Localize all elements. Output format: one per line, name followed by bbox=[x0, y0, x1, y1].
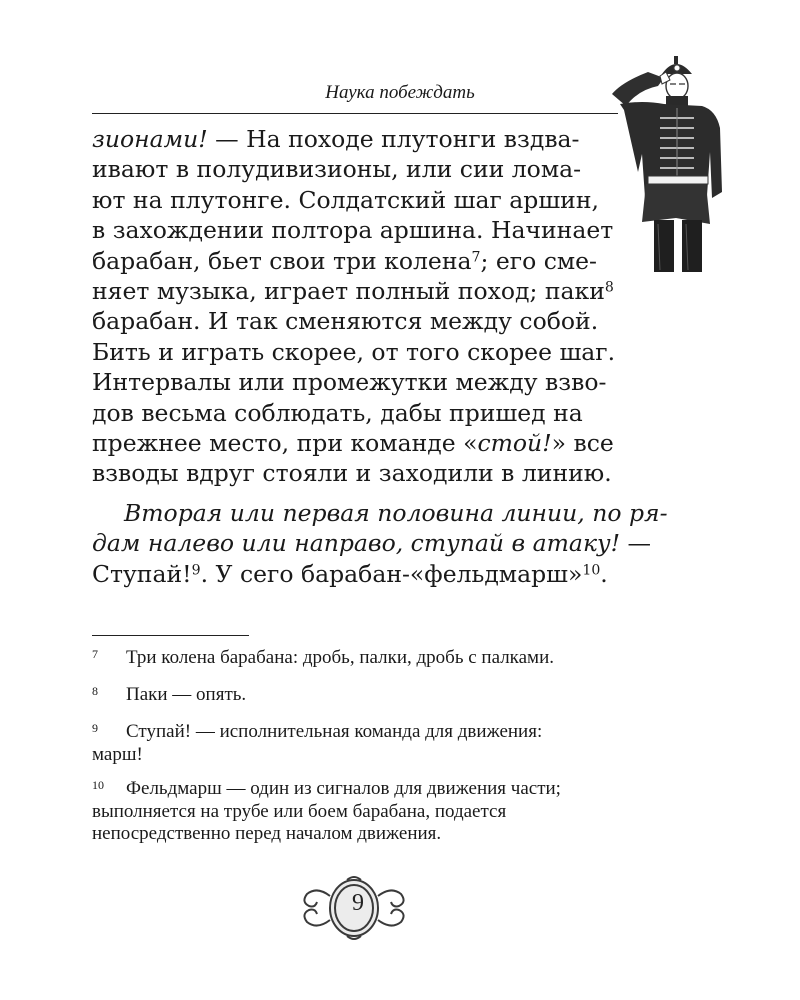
text-line: ивают в полудивизионы, или сии лома- bbox=[92, 155, 582, 184]
footnote-number: 9 bbox=[92, 721, 98, 735]
text-line: няет музыка, играет полный поход; паки$^8$ bbox=[92, 277, 614, 306]
page-number: 9 bbox=[352, 890, 364, 916]
footnote-number: 10 bbox=[92, 778, 104, 792]
footnote-ref: 10 bbox=[582, 561, 601, 578]
footnote-number: 8 bbox=[92, 684, 98, 698]
text-line: прежнее место, при команде «стой!» все bbox=[92, 429, 614, 458]
main-text bbox=[92, 124, 668, 589]
text-line: дов весьма соблюдать, дабы пришед на bbox=[92, 398, 583, 427]
text-line: взводы вдруг стояли и заходили в линию. bbox=[92, 459, 612, 488]
footnote-ref: 9 bbox=[191, 561, 201, 578]
footnote: 8 Паки — опять. bbox=[92, 680, 246, 707]
text-line: в захождении полтора аршина. Начинает bbox=[92, 216, 614, 245]
footnote: 7 Три колена барабана: дробь, палки, дробь с палками. bbox=[92, 643, 554, 670]
footnote-ref: 7 bbox=[471, 248, 481, 265]
text-line: Бить и играть скорее, от того скорее шаг. bbox=[92, 337, 616, 366]
text-line: дам налево или направо, ступай в атаку! — bbox=[92, 529, 652, 558]
header-rule bbox=[92, 113, 618, 114]
footnote-rule bbox=[92, 635, 249, 636]
footnote-ref: 8 bbox=[604, 279, 614, 296]
text-line: барабан, бьет свои три колена$^7$; его сме- bbox=[92, 246, 597, 275]
text-line: барабан. И так сменяются между собой. bbox=[92, 307, 599, 336]
footnote-number: 7 bbox=[92, 647, 98, 661]
text-line: Интервалы или промежутки между взво- bbox=[92, 368, 607, 397]
text-line: Ступай!$^9$. У сего барабан-«фельдмарш»$^{10}$. bbox=[92, 559, 608, 588]
text-line: Вторая или первая половина линии, по ря- bbox=[124, 498, 668, 527]
footnote: 10 Фельдмарш — один из сигналов для движения части; выполняется на трубе или боем барабана, подается непосредственно перед началом движения. bbox=[92, 774, 561, 846]
footnote: 9 Ступай! — исполнительная команда для движения: марш! bbox=[92, 717, 542, 766]
text-line: ют на плутонге. Солдатский шаг аршин, bbox=[92, 185, 599, 214]
text-line: зионами! — На походе плутонги вздва- bbox=[92, 125, 580, 153]
header-title: Наука побеждать bbox=[325, 82, 475, 103]
